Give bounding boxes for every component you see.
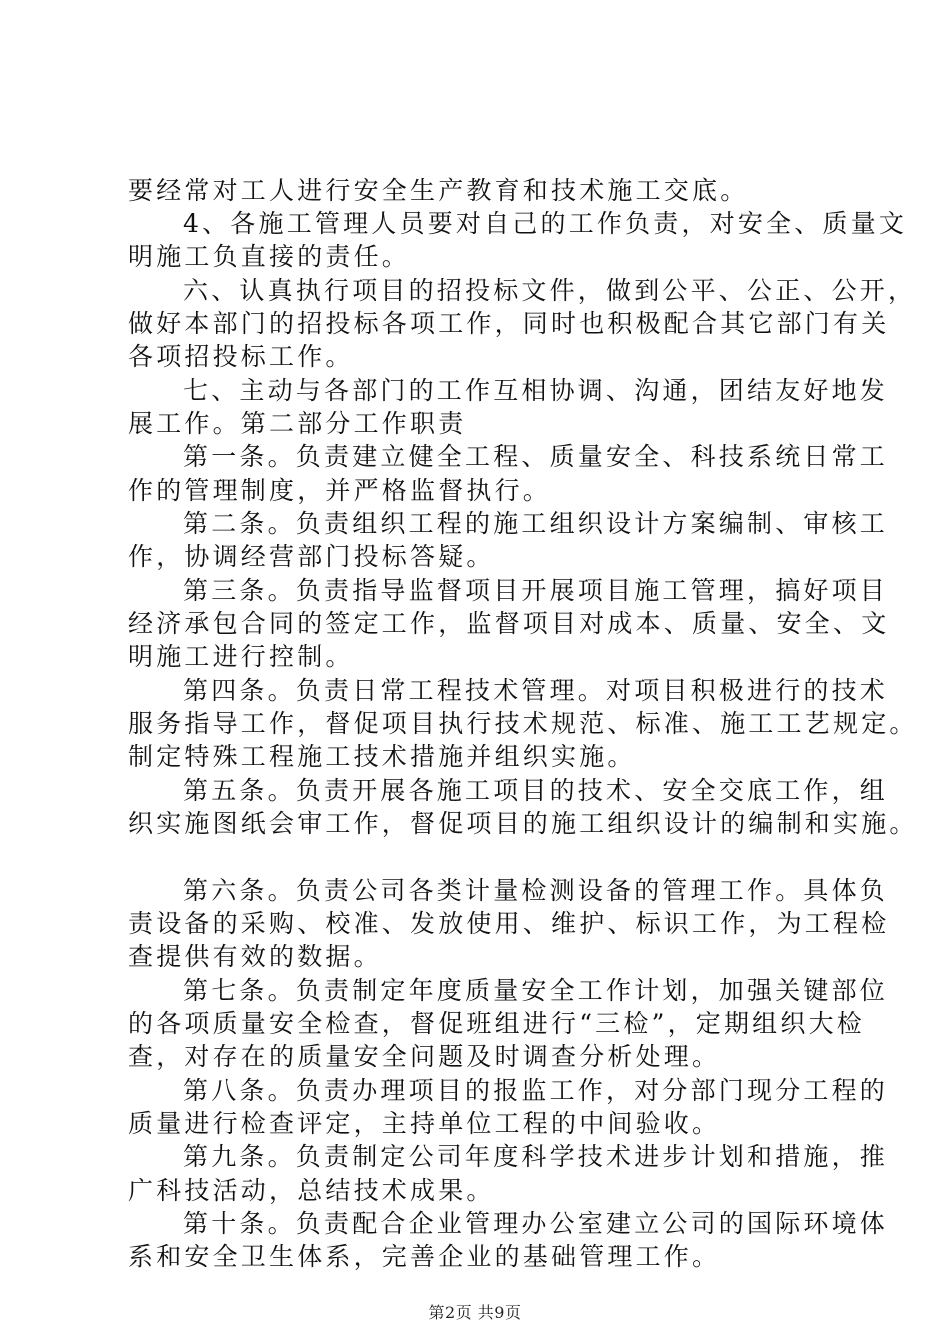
text-line: 织实施图纸会审工作，督促项目的施工组织设计的编制和实施。 [128,809,918,838]
text-line: 第七条。负责制定年度质量安全工作计划，加强关键部位 [183,976,889,1005]
text-line: 第四条。负责日常工程技术管理。对项目积极进行的技术 [183,676,889,705]
text-line: 作的管理制度，并严格监督执行。 [128,476,552,505]
text-line: 制定特殊工程施工技术措施并组织实施。 [128,742,636,771]
text-line: 作，协调经营部门投标答疑。 [128,542,495,571]
text-line: 第十条。负责配合企业管理办公室建立公司的国际环境体 [183,1209,889,1238]
text-line: 做好本部门的招投标各项工作，同时也积极配合其它部门有关 [128,309,890,338]
text-line: 第一条。负责建立健全工程、质量安全、科技系统日常工 [183,442,889,471]
text-line: 质量进行检查评定，主持单位工程的中间验收。 [128,1109,721,1138]
text-line: 第三条。负责指导监督项目开展项目施工管理，搞好项目 [183,576,889,605]
text-line: 经济承包合同的签定工作，监督项目对成本、质量、安全、文 [128,609,890,638]
text-line: 4、各施工管理人员要对自己的工作负责，对安全、质量文 [183,209,908,238]
text-line: 的各项质量安全检查，督促班组进行“三检”，定期组织大检 [128,1009,865,1038]
text-line: 明施工负直接的责任。 [128,242,411,271]
text-line: 第五条。负责开展各施工项目的技术、安全交底工作，组 [183,776,889,805]
text-line: 各项招投标工作。 [128,342,354,371]
text-line: 广科技活动，总结技术成果。 [128,1176,495,1205]
text-line: 明施工进行控制。 [128,642,354,671]
text-line: 第九条。负责制定公司年度科学技术进步计划和措施，推 [183,1142,889,1171]
text-line: 服务指导工作，督促项目执行技术规范、标准、施工工艺规定。 [128,709,918,738]
text-line: 六、认真执行项目的招投标文件，做到公平、公正、公开， [183,276,917,305]
text-line: 系和安全卫生体系，完善企业的基础管理工作。 [128,1242,721,1271]
text-line: 查，对存在的质量安全问题及时调查分析处理。 [128,1042,721,1071]
page-number-footer: 第2页 共9页 [428,1303,522,1322]
text-line: 第二条。负责组织工程的施工组织设计方案编制、审核工 [183,509,889,538]
text-line: 七、主动与各部门的工作互相协调、沟通，团结友好地发 [183,376,889,405]
text-line: 第八条。负责办理项目的报监工作，对分部门现分工程的 [183,1076,889,1105]
text-line: 第六条。负责公司各类计量检测设备的管理工作。具体负 [183,876,889,905]
text-line: 要经常对工人进行安全生产教育和技术施工交底。 [128,176,749,205]
text-line: 责设备的采购、校准、发放使用、维护、标识工作，为工程检 [128,909,890,938]
text-line: 展工作。第二部分工作职责 [128,409,467,438]
text-line: 查提供有效的数据。 [128,942,382,971]
